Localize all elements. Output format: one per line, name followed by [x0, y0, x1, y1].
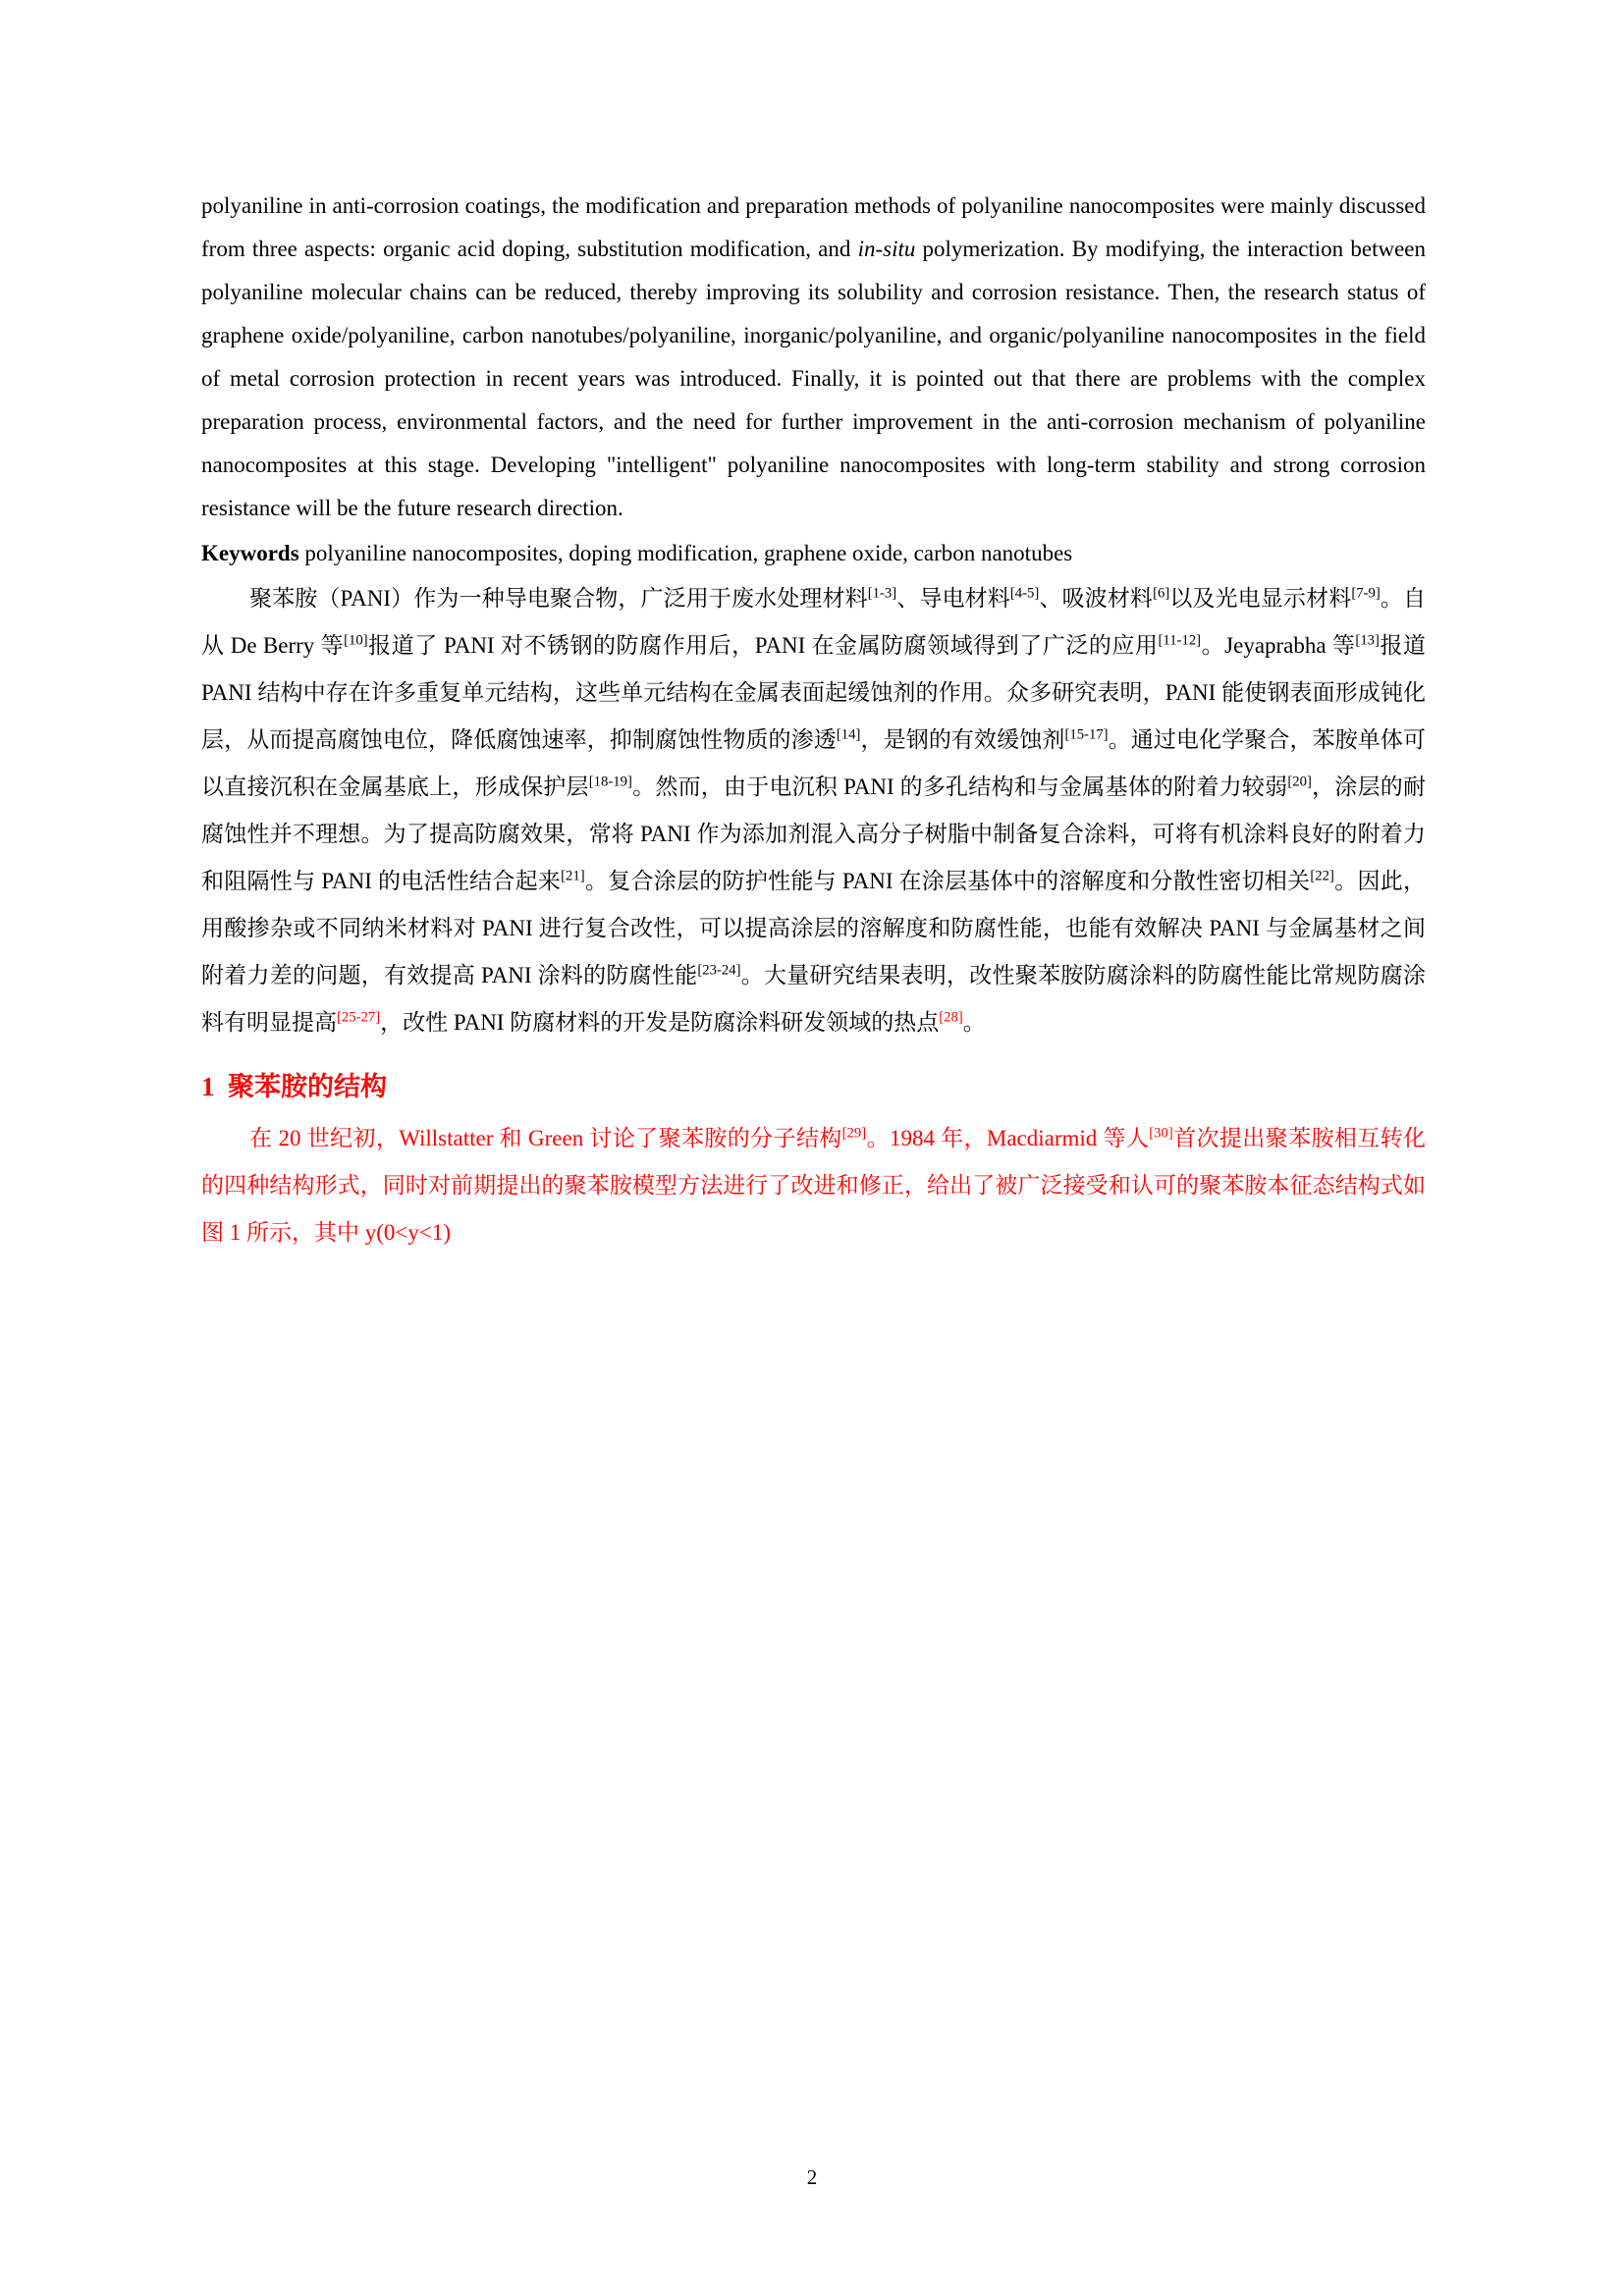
text-segment: [23-24] [697, 962, 741, 979]
text-segment: 、导电材料 [896, 586, 1010, 611]
text-segment: 。 [962, 1010, 986, 1035]
section-1-heading: 1 聚苯胺的结构 [201, 1072, 387, 1101]
text-segment: [7-9] [1351, 585, 1380, 602]
text-segment: [4-5] [1009, 585, 1040, 602]
text-segment: polyaniline in anti-corrosion coatings, the modification and preparation methods of polyaniline nanocomposites were mainly discussed from three aspects: organic acid doping, substitution modification, and [201, 193, 1426, 261]
text-segment: 。1984 年，Macdiarmid 等人 [866, 1126, 1150, 1150]
text-segment: [29] [841, 1125, 867, 1142]
text-segment: 。通过电化学聚合，苯胺单体可以直接沉积在金属基底上，形成保护层 [201, 727, 1427, 799]
text-segment: 报道 PANI 结构中存在许多重复单元结构，这些单元结构在金属表面起缓蚀剂的作用。众多研究表明，PANI 能使钢表面形成钝化层，从而提高腐蚀电位，降低腐蚀速率，抑制腐蚀性物质的渗透 [201, 633, 1427, 752]
text-segment: 在 20 世纪初，Willstatter 和 Green 讨论了聚苯胺的分子结构 [249, 1126, 842, 1150]
text-segment: 首次提出聚苯胺相互转化的四种结构形式，同时对前期提出的聚苯胺模型方法进行了改进和修正，给出了被广泛接受和认可的聚苯胺本征态结构式如图 1 所示，其中 y(0<y<1) [201, 1126, 1427, 1245]
text-segment: [30] [1149, 1125, 1173, 1142]
text-segment: ，涂层的耐腐蚀性并不理想。为了提高防腐效果，常将 PANI 作为添加剂混入高分子树脂中制备复合涂料，可将有机涂料良好的附着力和阻隔性与 PANI 的电活性结合起来 [201, 774, 1427, 893]
text-segment: [25-27] [337, 1009, 381, 1026]
text-segment: polymerization. By modifying, the interaction between polyaniline molecular chains can be reduced, thereby improving its solubility and corrosion resistance. Then, the research status of graphene oxide/polyaniline, carbon nanotubes/polyaniline, inorganic/polyaniline, and organic/polyaniline nanocomposites in the field of metal corrosion protection in recent years was introduced. Finally, it is pointed out that there are problems with the complex preparation process, environmental factors, and the need for further improvement in the anti-corrosion mechanism of polyaniline nanocomposites at this stage. Developing "intelligent" polyaniline nanocomposites with long-term stability and strong corrosion resistance will be the future research direction. [201, 237, 1426, 520]
text-segment: ，改性 PANI 防腐材料的开发是防腐涂料研发领域的热点 [380, 1010, 940, 1035]
text-segment: polyaniline nanocomposites, doping modification, graphene oxide, carbon nanotubes [298, 541, 1073, 565]
text-segment: 。因此，用酸掺杂或不同纳米材料对 PANI 进行复合改性，可以提高涂层的溶解度和防腐性能，也能有效解决 PANI 与金属基材之间附着力差的问题，有效提高 PANI 涂料的防腐性能 [201, 869, 1427, 988]
text-segment: [11-12] [1158, 632, 1202, 649]
keywords-line [201, 532, 1426, 575]
text-segment: 以及光电显示材料 [1169, 586, 1352, 611]
text-segment: [6] [1153, 585, 1170, 602]
text-segment: [21] [561, 868, 585, 884]
text-segment: ，是钢的有效缓蚀剂 [860, 727, 1065, 752]
page-number: 2 [806, 2165, 818, 2189]
text-segment: [15-17] [1064, 726, 1109, 743]
text-segment: 。大量研究结果表明，改性聚苯胺防腐涂料的防腐性能比常规防腐涂料有明显提高 [201, 963, 1427, 1035]
text-segment: Keywords [201, 541, 299, 565]
page-content [201, 185, 1426, 1256]
text-segment: [1-3] [867, 585, 897, 602]
text-segment: [28] [939, 1009, 963, 1026]
section-1-paragraph [201, 1115, 1426, 1256]
text-segment: in-situ [857, 237, 916, 261]
text-segment: [13] [1355, 632, 1380, 649]
text-segment: 、吸波材料 [1039, 586, 1154, 611]
text-segment: [14] [836, 726, 861, 743]
text-segment: [20] [1287, 774, 1312, 790]
text-segment: 。复合涂层的防护性能与 PANI 在涂层基体中的溶解度和分散性密切相关 [584, 869, 1311, 893]
abstract-paragraph [201, 185, 1426, 530]
text-segment: [10] [344, 632, 368, 649]
text-segment: 聚苯胺（PANI）作为一种导电聚合物，广泛用于废水处理材料 [249, 586, 868, 611]
text-segment: 。Jeyaprabha 等 [1201, 633, 1356, 658]
text-segment: 报道了 PANI 对不锈钢的防腐作用后，PANI 在金属防腐领域得到了广泛的应用 [367, 633, 1159, 658]
text-segment: 。然而，由于电沉积 PANI 的多孔结构和与金属基体的附着力较弱 [631, 774, 1288, 799]
text-segment: 。自从 De Berry 等 [201, 586, 1427, 658]
text-segment: [18-19] [588, 774, 632, 790]
text-segment: [22] [1310, 868, 1334, 884]
introduction-paragraph [201, 575, 1426, 1046]
